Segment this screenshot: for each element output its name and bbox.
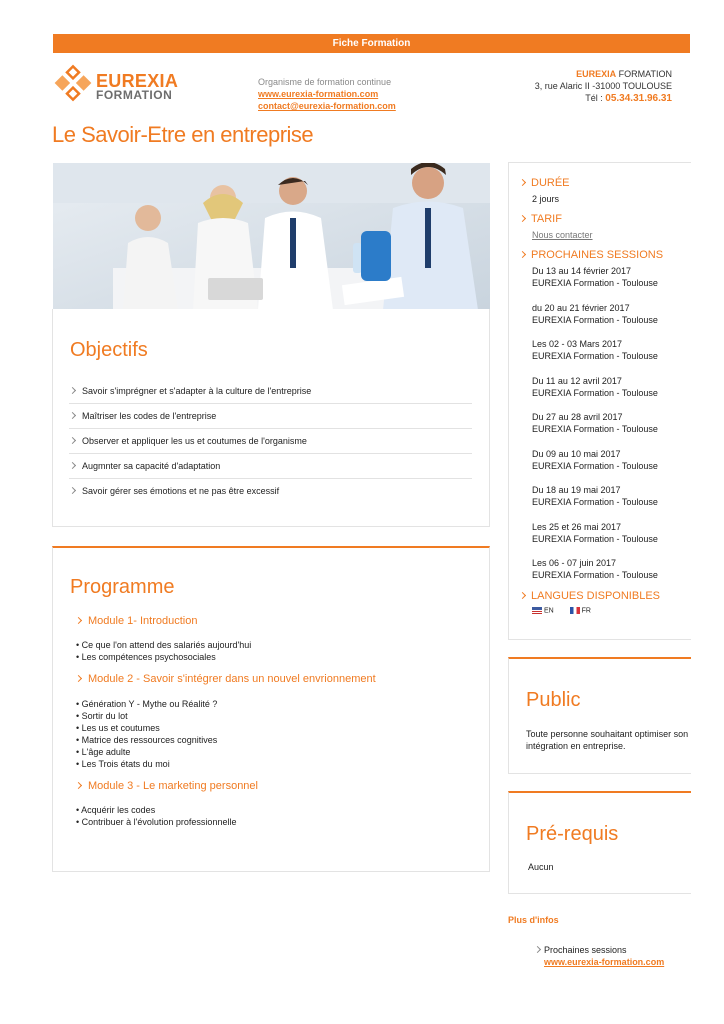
session-place: EUREXIA Formation - Toulouse — [532, 388, 658, 398]
bullet-item: • Acquérir les codes — [76, 805, 156, 815]
sessions-label: PROCHAINES SESSIONS — [531, 249, 664, 261]
bullet-item: • L'âge adulte — [76, 747, 131, 757]
prerequis-card — [508, 791, 691, 894]
session-item — [532, 338, 658, 362]
list-item — [69, 379, 472, 404]
duree-heading — [520, 177, 570, 189]
chevron-right-icon — [69, 462, 76, 469]
module-1-bullets — [76, 639, 251, 663]
session-place: EUREXIA Formation - Toulouse — [532, 315, 658, 325]
org-info — [258, 76, 396, 112]
bullet-item: • Les compétences psychosociales — [76, 652, 216, 662]
session-place: EUREXIA Formation - Toulouse — [532, 278, 658, 288]
session-place: EUREXIA Formation - Toulouse — [532, 351, 658, 361]
chevron-right-icon — [519, 592, 526, 599]
tel-label: Tél : — [585, 93, 603, 103]
chevron-right-icon — [519, 251, 526, 258]
chevron-right-icon — [69, 387, 76, 394]
duree-value: 2 jours — [532, 194, 560, 204]
session-item — [532, 265, 658, 289]
session-place: EUREXIA Formation - Toulouse — [532, 424, 658, 434]
module-1-title — [76, 615, 197, 627]
address-brand: EUREXIA — [576, 69, 617, 79]
tarif-heading — [520, 213, 562, 225]
chevron-right-icon — [75, 675, 82, 682]
objectifs-heading: Objectifs — [70, 339, 148, 361]
bullet-item: • Les us et coutumes — [76, 723, 160, 733]
chevron-right-icon — [519, 215, 526, 222]
session-place: EUREXIA Formation - Toulouse — [532, 497, 658, 507]
us-flag-icon — [532, 607, 542, 614]
objectif-text: Maîtriser les codes de l'entreprise — [82, 411, 217, 421]
prochaines-label: Prochaines sessions — [544, 945, 627, 955]
session-date: Les 25 et 26 mai 2017 — [532, 522, 622, 532]
module-3-bullets — [76, 804, 236, 828]
tarif-label: TARIF — [531, 213, 562, 225]
footer-website-link[interactable]: www.eurexia-formation.com — [544, 957, 665, 967]
module-title-text: Module 2 - Savoir s'intégrer dans un nouvel envrionnement — [88, 673, 376, 685]
module-3-title — [76, 780, 258, 792]
session-date: Du 18 au 19 mai 2017 — [532, 485, 621, 495]
phone-number[interactable]: 05.34.31.96.31 — [605, 93, 672, 104]
session-date: Du 09 au 10 mai 2017 — [532, 449, 621, 459]
eurexia-logo — [53, 63, 183, 103]
bullet-item: • Contribuer à l'évolution professionnelle — [76, 817, 237, 827]
chevron-right-icon — [69, 437, 76, 444]
language-list — [532, 607, 591, 614]
bullet-item: • Les Trois états du moi — [76, 759, 170, 769]
list-item — [69, 454, 472, 479]
logo-text-formation: FORMATION — [96, 88, 173, 102]
objectifs-card — [52, 309, 490, 527]
objectif-text: Observer et appliquer les us et coutumes de l'organisme — [82, 436, 307, 446]
session-date: Du 13 au 14 février 2017 — [532, 266, 632, 276]
chevron-right-icon — [69, 412, 76, 419]
page-title: Le Savoir-Etre en entreprise — [52, 122, 314, 147]
objectif-text: Savoir s'imprégner et s'adapter à la culture de l'entreprise — [82, 386, 312, 396]
bullet-item: • Matrice des ressources cognitives — [76, 735, 218, 745]
session-item — [532, 521, 658, 545]
email-link[interactable]: contact@eurexia-formation.com — [258, 101, 396, 111]
prerequis-text: Aucun — [528, 862, 554, 872]
tarif-contact-link[interactable]: Nous contacter — [532, 230, 593, 240]
objectif-text: Augmnter sa capacité d'adaptation — [82, 461, 221, 471]
programme-card — [52, 546, 490, 872]
france-flag-icon — [570, 607, 580, 614]
langues-heading — [520, 590, 660, 602]
session-date: Les 02 - 03 Mars 2017 — [532, 339, 623, 349]
lang-fr: FR — [581, 607, 591, 615]
session-date: du 20 au 21 février 2017 — [532, 303, 630, 313]
list-item — [69, 404, 472, 429]
address-block — [535, 68, 672, 105]
session-date: Les 06 - 07 juin 2017 — [532, 558, 617, 568]
fiche-formation-bar: Fiche Formation — [53, 34, 690, 53]
bullet-item: • Génération Y - Mythe ou Réalité ? — [76, 699, 218, 709]
lang-en: EN — [544, 607, 554, 615]
address-brand-suffix: FORMATION — [618, 69, 672, 79]
info-sidebar — [508, 162, 691, 640]
module-title-text: Module 3 - Le marketing personnel — [88, 780, 258, 792]
module-title-text: Module 1- Introduction — [88, 615, 198, 627]
list-item — [69, 429, 472, 454]
session-place: EUREXIA Formation - Toulouse — [532, 461, 658, 471]
module-2-title — [76, 673, 376, 685]
prerequis-heading: Pré-requis — [526, 823, 619, 845]
logo-diamond-icon — [53, 63, 93, 103]
chevron-right-icon — [519, 179, 526, 186]
address-line: 3, rue Alaric II -31000 TOULOUSE — [534, 81, 672, 91]
logo-text-eurexia: EUREXIA — [96, 71, 179, 91]
list-item — [69, 479, 472, 504]
module-2-bullets — [76, 698, 217, 770]
chevron-right-icon — [75, 782, 82, 789]
public-heading: Public — [526, 689, 581, 711]
session-item — [532, 484, 658, 508]
meeting-photo — [53, 163, 490, 310]
bullet-item: • Ce que l'on attend des salariés aujourd'hui — [76, 640, 252, 650]
session-date: Du 11 au 12 avril 2017 — [532, 376, 622, 386]
org-description: Organisme de formation continue — [258, 77, 392, 87]
duree-label: DURÉE — [531, 177, 570, 189]
programme-heading: Programme — [70, 576, 175, 598]
session-item — [532, 375, 658, 399]
session-date: Du 27 au 28 avril 2017 — [532, 412, 623, 422]
sessions-heading — [520, 249, 663, 261]
session-item — [532, 302, 658, 326]
public-card — [508, 657, 691, 774]
public-text: Toute personne souhaitant optimiser son intégration en entreprise. — [526, 729, 689, 751]
objectifs-list — [69, 379, 472, 504]
session-place: EUREXIA Formation - Toulouse — [532, 570, 658, 580]
session-item — [532, 411, 658, 435]
session-place: EUREXIA Formation - Toulouse — [532, 534, 658, 544]
objectif-text: Savoir gérer ses émotions et ne pas être excessif — [82, 486, 280, 496]
plus-infos-label: Plus d'infos — [508, 915, 559, 925]
prochaines-sessions-block — [535, 944, 664, 968]
session-item — [532, 557, 658, 581]
website-link[interactable]: www.eurexia-formation.com — [258, 89, 379, 99]
bullet-item: • Sortir du lot — [76, 711, 128, 721]
chevron-right-icon — [69, 487, 76, 494]
session-item — [532, 448, 658, 472]
langues-label: LANGUES DISPONIBLES — [531, 590, 660, 602]
chevron-right-icon — [75, 617, 82, 624]
